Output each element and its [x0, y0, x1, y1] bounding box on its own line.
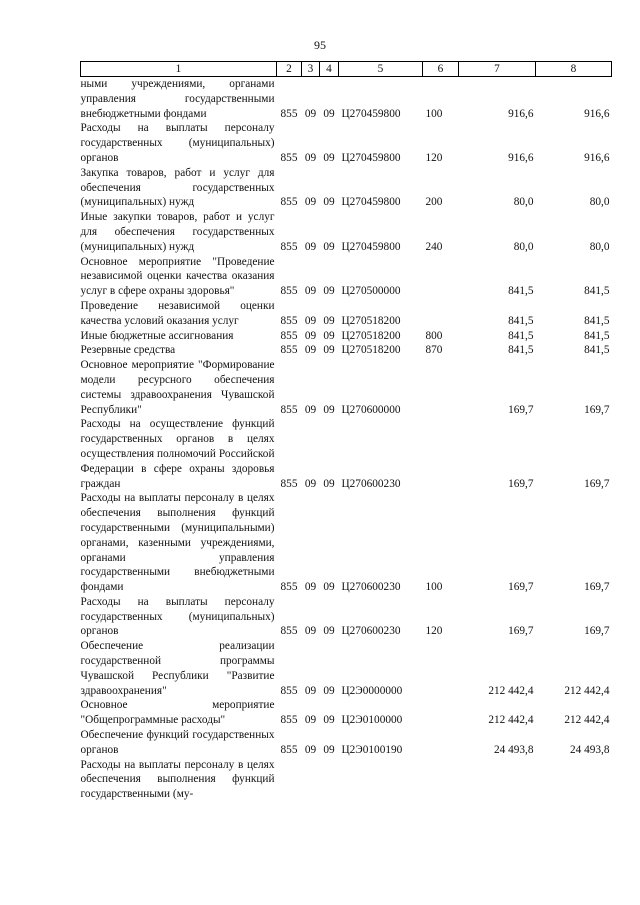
row-pr: 09	[323, 581, 335, 594]
row-pr: 09	[323, 151, 335, 164]
row-vr: 100	[425, 581, 443, 594]
row-gr: 855	[280, 477, 298, 490]
row-rz: 09	[304, 314, 317, 327]
row-gr: 855	[280, 403, 298, 416]
row-sum-1: 169,7	[508, 403, 534, 416]
row-pr: 09	[323, 240, 335, 253]
row-name: Основное мероприятие "Общепрограммные расходы"	[80, 699, 275, 727]
row-vr	[423, 417, 459, 491]
row-vr: 100	[425, 107, 443, 120]
row-gr: 855	[280, 743, 298, 756]
row-name: Обеспечение реализации государственной программы Чувашской Республики "Развитие здравоохранения"	[80, 640, 275, 697]
row-sum-1: 212 442,4	[488, 714, 534, 727]
row-pr: 09	[323, 403, 335, 416]
row-sum-2: 212 442,4	[564, 684, 610, 697]
row-csr: Ц270518200	[341, 314, 401, 327]
row-pr: 09	[323, 625, 335, 638]
row-name: Обеспечение функций государственных органов	[80, 729, 275, 756]
row-rz: 09	[304, 329, 317, 342]
row-csr: Ц270518200	[341, 344, 401, 357]
row-gr: 855	[280, 240, 298, 253]
row-sum-1: 24 493,8	[493, 743, 534, 756]
row-rz: 09	[304, 196, 317, 209]
row-sum-1: 841,5	[508, 314, 534, 327]
row-sum-2: 916,6	[584, 151, 610, 164]
budget-table	[80, 61, 612, 802]
row-vr	[423, 758, 459, 802]
row-csr: Ц270459800	[341, 240, 401, 253]
row-vr: 200	[425, 196, 443, 209]
row-pr	[320, 758, 339, 802]
column-header: 6	[423, 62, 459, 77]
row-pr: 09	[323, 107, 335, 120]
row-vr: 870	[425, 344, 443, 357]
row-sum-2: 169,7	[584, 477, 610, 490]
row-rz: 09	[304, 285, 317, 298]
row-gr: 855	[280, 684, 298, 697]
row-pr: 09	[323, 743, 335, 756]
row-sum-1: 916,6	[508, 151, 534, 164]
table-row	[81, 343, 612, 358]
row-name: Основное мероприятие "Формирование модели ресурсного обеспечения системы здравоохранения Чувашской Республики"	[80, 359, 275, 416]
table-header	[81, 62, 612, 77]
column-header: 3	[302, 62, 320, 77]
row-name: ными учреждениями, органами управления государственными внебюджетными фондами	[80, 78, 275, 120]
row-vr	[423, 255, 459, 299]
row-name: Иные бюджетные ассигнования	[80, 329, 234, 342]
row-vr: 800	[425, 329, 443, 342]
row-sum-1: 841,5	[508, 285, 534, 298]
row-sum-1	[459, 758, 536, 802]
row-pr: 09	[323, 314, 335, 327]
table-row	[81, 358, 612, 417]
row-name: Расходы на выплаты персоналу государственных (муниципальных) органов	[80, 595, 275, 638]
row-gr: 855	[280, 107, 298, 120]
row-rz: 09	[304, 151, 317, 164]
column-header: 2	[277, 62, 302, 77]
row-csr: Ц2Э0000000	[341, 684, 403, 697]
table-row	[81, 121, 612, 165]
column-header: 7	[459, 62, 536, 77]
row-gr: 855	[280, 581, 298, 594]
row-csr: Ц2Э0100190	[341, 743, 403, 756]
row-pr: 09	[323, 344, 335, 357]
page-number: 95	[314, 38, 326, 52]
row-name: Расходы на выплаты персоналу в целях обеспечения выполнения функций государственными (муниципальными) органами, казенными учреждениями, органами управления государственными внебюджетными фондами	[80, 492, 275, 594]
row-vr	[423, 358, 459, 417]
row-pr: 09	[323, 285, 335, 298]
row-csr: Ц270518200	[341, 329, 401, 342]
row-vr: 240	[425, 240, 443, 253]
row-sum-2: 169,7	[584, 403, 610, 416]
row-sum-2: 80,0	[589, 240, 610, 253]
row-name: Закупка товаров, работ и услуг для обеспечения государственных (муниципальных) нужд	[80, 166, 275, 209]
table-row	[81, 210, 612, 254]
table-row	[81, 417, 612, 491]
row-csr: Ц270600230	[341, 625, 401, 638]
row-gr: 855	[280, 714, 298, 727]
row-rz: 09	[304, 477, 317, 490]
row-rz: 09	[304, 684, 317, 697]
row-sum-2: 841,5	[584, 344, 610, 357]
row-vr	[423, 698, 459, 728]
row-sum-1: 169,7	[508, 477, 534, 490]
row-gr: 855	[280, 285, 298, 298]
row-sum-1: 80,0	[513, 240, 534, 253]
row-gr: 855	[280, 196, 298, 209]
row-csr: Ц270600000	[341, 403, 401, 416]
table-row	[81, 491, 612, 595]
row-pr: 09	[323, 477, 335, 490]
row-csr: Ц270459800	[341, 151, 401, 164]
row-rz: 09	[304, 625, 317, 638]
row-pr: 09	[323, 329, 335, 342]
row-name: Иные закупки товаров, работ и услуг для обеспечения государственных (муниципальных) нужд	[80, 211, 275, 253]
row-vr	[423, 639, 459, 698]
row-rz: 09	[304, 344, 317, 357]
row-gr: 855	[280, 344, 298, 357]
row-sum-2: 24 493,8	[569, 743, 610, 756]
row-sum-2: 212 442,4	[564, 714, 610, 727]
row-vr: 120	[425, 625, 443, 638]
row-name: Проведение независимой оценки качества условий оказания услуг	[80, 299, 275, 327]
row-sum-2	[536, 758, 612, 802]
row-gr: 855	[280, 151, 298, 164]
row-sum-1: 80,0	[513, 196, 534, 209]
row-csr: Ц270600230	[341, 477, 401, 490]
row-rz: 09	[304, 581, 317, 594]
row-rz: 09	[304, 403, 317, 416]
row-sum-1: 169,7	[508, 625, 534, 638]
row-sum-2: 841,5	[584, 329, 610, 342]
row-vr: 120	[425, 151, 443, 164]
table-row	[81, 299, 612, 329]
column-header: 5	[339, 62, 423, 77]
row-sum-2: 841,5	[584, 314, 610, 327]
row-csr: Ц270459800	[341, 196, 401, 209]
row-csr: Ц270500000	[341, 285, 401, 298]
row-vr	[423, 299, 459, 329]
row-rz	[302, 758, 320, 802]
column-header: 4	[320, 62, 339, 77]
row-csr: Ц270600230	[341, 581, 401, 594]
row-sum-1: 212 442,4	[488, 684, 534, 697]
row-csr	[339, 758, 423, 802]
row-sum-2: 80,0	[589, 196, 610, 209]
table-row	[81, 255, 612, 299]
table-row	[81, 698, 612, 728]
column-header: 8	[536, 62, 612, 77]
row-sum-2: 841,5	[584, 285, 610, 298]
row-sum-1: 916,6	[508, 107, 534, 120]
row-name: Расходы на выплаты персоналу в целях обеспечения выполнения функций государственными (му-	[80, 758, 275, 801]
row-rz: 09	[304, 743, 317, 756]
row-rz: 09	[304, 107, 317, 120]
table-row	[81, 728, 612, 758]
row-gr: 855	[280, 314, 298, 327]
row-pr: 09	[323, 714, 335, 727]
row-rz: 09	[304, 714, 317, 727]
row-rz: 09	[304, 240, 317, 253]
row-name: Резервные средства	[80, 344, 176, 357]
row-gr: 855	[280, 625, 298, 638]
row-name: Расходы на выплаты персоналу государственных (муниципальных) органов	[80, 122, 275, 164]
table-row	[81, 166, 612, 210]
row-sum-2: 169,7	[584, 625, 610, 638]
table-row	[81, 758, 612, 802]
table-row	[81, 77, 612, 122]
row-csr: Ц270459800	[341, 107, 401, 120]
row-sum-2: 916,6	[584, 107, 610, 120]
row-sum-2: 169,7	[584, 581, 610, 594]
column-header: 1	[81, 62, 277, 77]
row-sum-1: 169,7	[508, 581, 534, 594]
table-row	[81, 329, 612, 344]
row-pr: 09	[323, 684, 335, 697]
row-name: Расходы на осуществление функций государственных органов в целях осуществления полномочий Российской Федерации в сфере охраны здоровья граждан	[80, 418, 275, 490]
table-body	[81, 77, 612, 803]
table-row	[81, 595, 612, 639]
row-csr: Ц2Э0100000	[341, 714, 403, 727]
row-sum-1: 841,5	[508, 344, 534, 357]
row-name: Основное мероприятие "Проведение независимой оценки качества оказания услуг в сфере охраны здоровья"	[80, 255, 275, 298]
row-gr	[277, 758, 302, 802]
row-gr: 855	[280, 329, 298, 342]
row-sum-1: 841,5	[508, 329, 534, 342]
row-vr	[423, 728, 459, 758]
row-pr: 09	[323, 196, 335, 209]
table-row	[81, 639, 612, 698]
